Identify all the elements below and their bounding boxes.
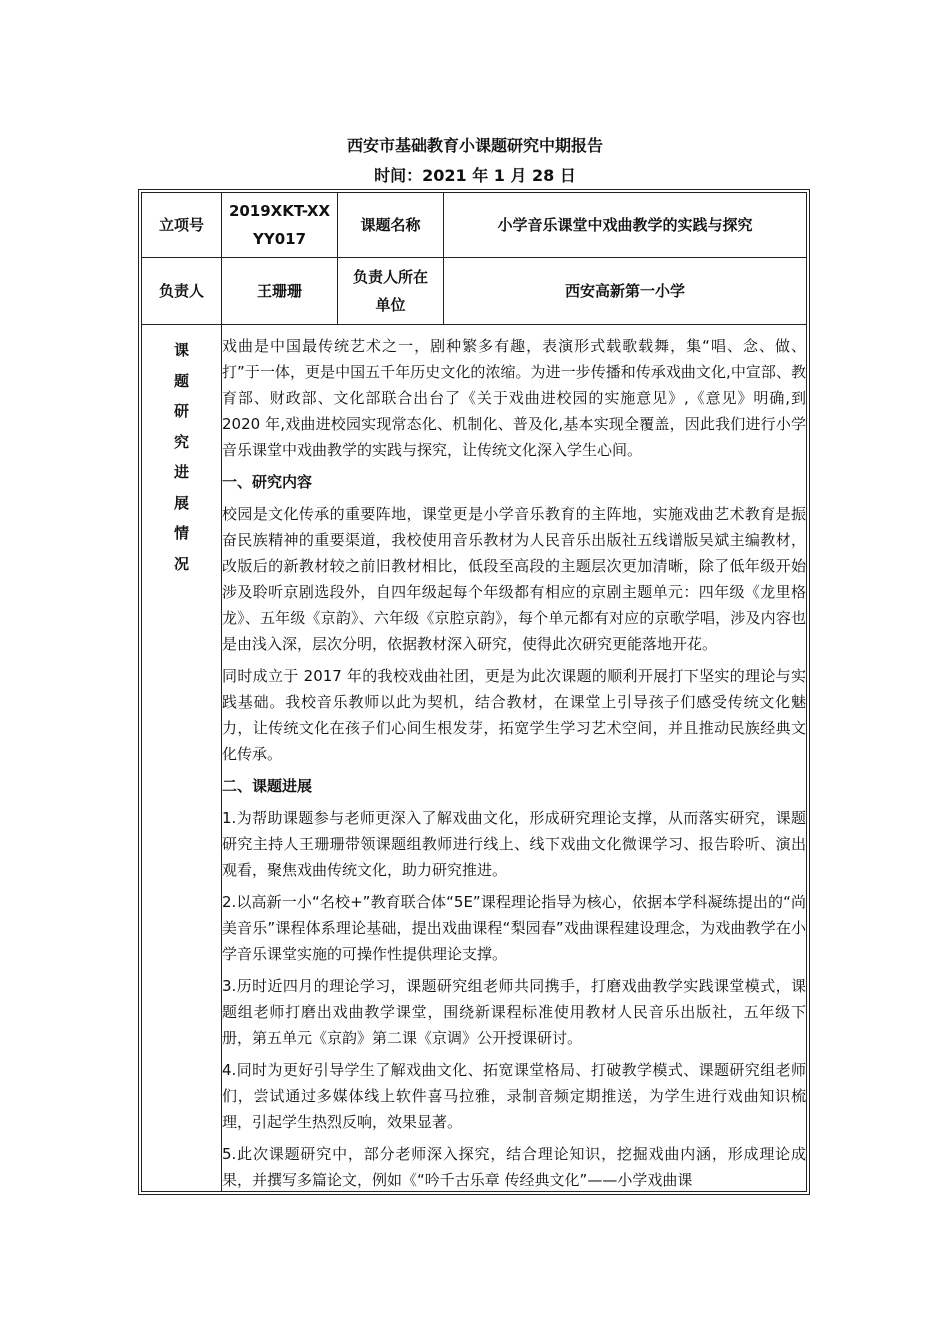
section-heading-research: 一、研究内容 bbox=[222, 473, 313, 491]
unit-value: 西安高新第一小学 bbox=[444, 258, 807, 325]
report-table bbox=[141, 192, 807, 1192]
table-row-progress bbox=[142, 325, 807, 1192]
research-paragraph-1: 校园是文化传承的重要阵地，课堂更是小学音乐教育的主阵地，实施戏曲艺术教育是振奋民族精神的重要渠道，我校使用音乐教材为人民音乐出版社五线谱版吴斌主编教材，改版后的新教材较之前旧教材相比，低段至高段的主题层次更加清晰，除了低年级开始涉及聆听京剧选段外，自四年级起每个年级都有相应的京剧主题单元：四年级《龙里格龙》、五年级《京韵》、六年级《京腔京韵》，每个单元都有对应的京歌学唱，涉及内容也是由浅入深，层次分明，依据教材深入研究，使得此次研究更能落地开花。 bbox=[222, 505, 806, 653]
progress-label-char: 题 bbox=[173, 371, 189, 390]
progress-item-3: 3.历时近四月的理论学习，课题研究组老师共同携手，打磨戏曲教学实践课堂模式，课题组老师打磨出戏曲教学课堂，围绕新课程标准使用教材人民音乐出版社，五年级下册，第五单元《京韵》第二课《京调》公开授课研讨。 bbox=[222, 977, 806, 1047]
progress-label-char: 情 bbox=[173, 524, 189, 542]
project-no-value bbox=[222, 193, 338, 258]
progress-item-2: 2.以高新一小“名校+”教育联合体“5E”课程理论指导为核心，依据本学科凝练提出的“尚美音乐”课程体系理论基础，提出戏曲课程“梨园春”戏曲课程建设理念，为戏曲教学在小学音乐课堂实施的可操作性提供理论支撑。 bbox=[222, 893, 806, 963]
unit-label bbox=[338, 258, 444, 325]
topic-label: 课题名称 bbox=[338, 193, 444, 258]
progress-item-1: 1.为帮助课题参与老师更深入了解戏曲文化，形成研究理论支撑，从而落实研究，课题研究主持人王珊珊带领课题组教师进行线上、线下戏曲文化微课学习、报告聆听、演出观看，聚焦戏曲传统文化，助力研究推进。 bbox=[222, 809, 806, 879]
progress-item-4: 4.同时为更好引导学生了解戏曲文化、拓宽课堂格局、打破教学模式、课题研究组老师们，尝试通过多媒体线上软件喜马拉雅，录制音频定期推送，为学生进行戏曲知识梳理，引起学生热烈反响，效果显著。 bbox=[222, 1061, 806, 1131]
leader-label: 负责人 bbox=[142, 258, 222, 325]
progress-label-char: 展 bbox=[173, 493, 189, 512]
table-row-leader bbox=[142, 258, 807, 325]
section-heading-progress: 二、课题进展 bbox=[222, 777, 313, 795]
leader-value: 王珊珊 bbox=[222, 258, 338, 325]
progress-label bbox=[142, 325, 222, 1192]
unit-label-text: 负责人所在单位 bbox=[352, 268, 428, 314]
intro-paragraph: 戏曲是中国最传统艺术之一，剧种繁多有趣，表演形式载歌载舞，集“唱、念、做、打”于一体，更是中国五千年历史文化的浓缩。为进一步传播和传承戏曲文化,中宣部、教育部、财政部、文化部联合出台了《关于戏曲进校园的实施意见》,《意见》明确,到 2020 年,戏曲进校园实现常态化、机制化、普及化,基本实现全覆盖，因此我们进行小学音乐课堂中戏曲教学的实践与探究，让传统文化深入学生心间。 bbox=[222, 337, 806, 459]
report-date: 时间：2021 年 1 月 28 日 bbox=[374, 166, 576, 185]
progress-item-5: 5.此次课题研究中，部分老师深入探究，结合理论知识，挖掘戏曲内涵，形成理论成果，并撰写多篇论文，例如《“吟千古乐章 传经典文化”——小学戏曲课 bbox=[222, 1145, 806, 1189]
progress-label-char: 课 bbox=[173, 341, 189, 359]
progress-label-char: 研 bbox=[173, 402, 189, 420]
topic-value: 小学音乐课堂中戏曲教学的实践与探究 bbox=[444, 193, 807, 258]
table-row-project bbox=[142, 193, 807, 258]
project-no-label: 立项号 bbox=[142, 193, 222, 258]
research-paragraph-2: 同时成立于 2017 年的我校戏曲社团，更是为此次课题的顺利开展打下坚实的理论与实践基础。我校音乐教师以此为契机，结合教材，在课堂上引导孩子们感受传统文化魅力，让传统文化在孩子们心间生根发芽，拓宽学生学习艺术空间，并且推动民族经典文化传承。 bbox=[222, 667, 806, 763]
progress-content bbox=[222, 325, 807, 1192]
progress-label-chars bbox=[142, 325, 221, 579]
progress-label-char: 究 bbox=[173, 432, 189, 451]
project-no-text: 2019XKT-XXYY017 bbox=[228, 202, 331, 248]
report-title: 西安市基础教育小课题研究中期报告 bbox=[346, 136, 603, 155]
progress-label-char: 况 bbox=[173, 554, 189, 573]
progress-label-char: 进 bbox=[173, 463, 189, 481]
